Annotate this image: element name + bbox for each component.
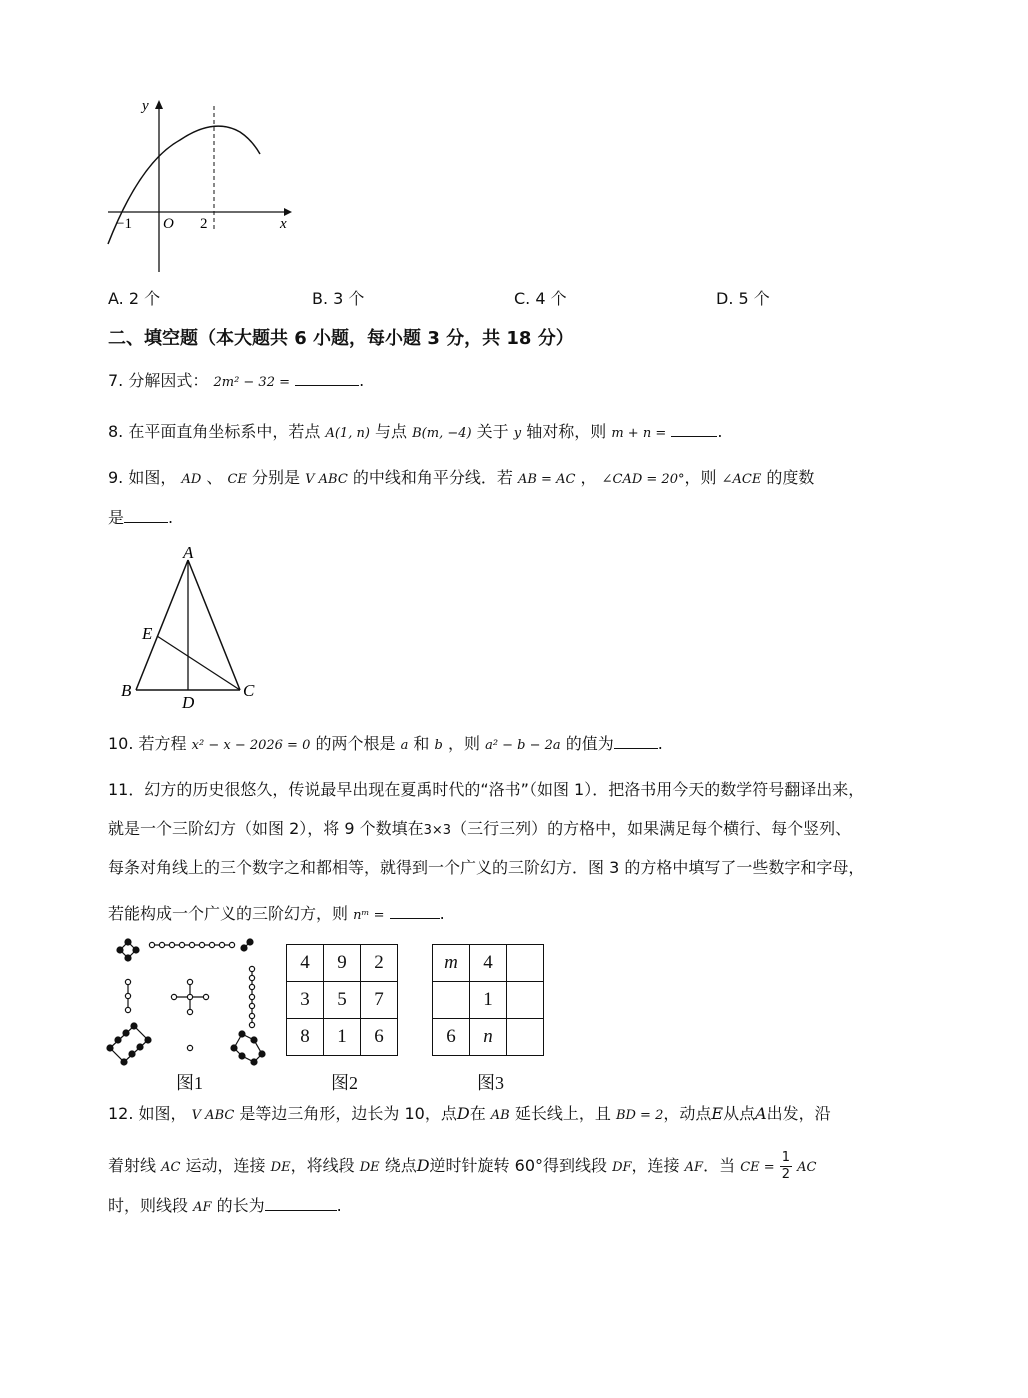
q9-ce: CE xyxy=(227,472,247,487)
origin-label: O xyxy=(163,216,174,232)
q12-l2-text-1: 着射线 xyxy=(108,1156,157,1175)
q10-number: 10. xyxy=(108,734,134,753)
fig2-cell: 8 xyxy=(287,1019,324,1056)
fig2-cell: 4 xyxy=(287,945,324,982)
q9-text-2: 分别是 xyxy=(252,468,301,487)
q12-af: AF xyxy=(684,1160,704,1175)
q7-end: . xyxy=(359,371,365,390)
q9-text-4: ，则 xyxy=(684,468,717,487)
q11-line4 xyxy=(108,904,445,926)
caption-fig3: 图3 xyxy=(477,1073,504,1093)
q7-expr: 2m² − 32 = xyxy=(213,375,291,390)
y-axis-arrow xyxy=(155,100,163,109)
q9-line2-text: 是 xyxy=(108,508,125,527)
q9-angle-ace: ∠ACE xyxy=(721,472,762,487)
q9-sep: 、 xyxy=(206,468,223,487)
q11-line2-a: 就是一个三阶幻方（如图 2），将 9 个数填在 xyxy=(108,819,424,838)
q12-text-3: 在 xyxy=(469,1104,486,1123)
q9-text-5: 的度数 xyxy=(766,468,815,487)
vertex-c: C xyxy=(243,681,255,700)
fig2-cell: 2 xyxy=(361,945,398,982)
q11-line2 xyxy=(108,819,851,841)
fig3-cell: n xyxy=(470,1019,507,1056)
q12-text-2: 是等边三角形，边长为 10，点 xyxy=(239,1104,457,1123)
fig2-cell: 3 xyxy=(287,982,324,1019)
fig2-cell: 1 xyxy=(324,1019,361,1056)
q11-line4-a: 若能构成一个广义的三阶幻方，则 xyxy=(108,904,349,923)
point-e: E xyxy=(142,624,153,643)
fig3-cell: 6 xyxy=(433,1019,470,1056)
q12-fraction xyxy=(780,1150,792,1183)
q12-d: D xyxy=(456,1104,470,1123)
q12-l3-text-1: 时，则线段 xyxy=(108,1196,189,1215)
q12-l2-text-6: ，连接 xyxy=(631,1156,680,1175)
q12-text-5: ，动点 xyxy=(663,1104,712,1123)
q12-de: DE xyxy=(270,1160,291,1175)
q12-e: E xyxy=(711,1104,724,1123)
fig2-cell: 6 xyxy=(361,1019,398,1056)
q8-point-b: B(m, −4) xyxy=(412,426,472,441)
q11-end: . xyxy=(439,904,445,923)
q12-text-1: 如图， xyxy=(138,1104,187,1123)
option-d: D. 5 个 xyxy=(716,289,770,308)
q12-l2-text-2: 运动，连接 xyxy=(185,1156,266,1175)
bisector-ce xyxy=(157,636,240,690)
q9-comma: ， xyxy=(580,468,597,487)
option-a: A. 2 个 xyxy=(108,289,161,308)
q7-answer-blank[interactable] xyxy=(295,371,359,386)
fig2-cell: 9 xyxy=(324,945,361,982)
q12-end: . xyxy=(336,1196,342,1215)
vertex-a: A xyxy=(183,543,194,562)
q12-ab: AB xyxy=(490,1108,510,1123)
q10-text-3: 和 xyxy=(413,734,430,753)
q11-line1: 11．幻方的历史很悠久，传说最早出现在夏禹时代的“洛书”（如图 1）．把洛书用今天的数学符号翻译出来， xyxy=(108,780,865,799)
q9-angle: ∠CAD = 20° xyxy=(601,472,685,487)
q9-ad: AD xyxy=(181,472,202,487)
triangle-figure xyxy=(116,540,266,712)
q12-l2-text-4: 绕点 xyxy=(384,1156,417,1175)
parabola-graph xyxy=(100,92,305,282)
q12-ce: CE = xyxy=(740,1160,775,1175)
fraction-numerator: 1 xyxy=(781,1150,791,1165)
q8-answer-blank[interactable] xyxy=(671,422,717,437)
question-8 xyxy=(108,422,722,444)
q12-answer-blank[interactable] xyxy=(265,1196,337,1211)
fig2-cell: 5 xyxy=(324,982,361,1019)
caption-fig1: 图1 xyxy=(176,1073,203,1093)
q9-equation: AB = AC xyxy=(517,472,576,487)
question-9 xyxy=(108,468,814,490)
magic-square-fig3 xyxy=(432,944,544,1056)
q8-end: . xyxy=(717,422,723,441)
q9-end: . xyxy=(168,508,174,527)
q12-bd: BD = 2 xyxy=(615,1108,664,1123)
fraction-denominator: 2 xyxy=(781,1167,791,1182)
q8-text-2: 与点 xyxy=(375,422,408,441)
q12-de-2: DE xyxy=(359,1160,380,1175)
caption-fig2: 图2 xyxy=(331,1073,358,1093)
luoshu-figure xyxy=(104,936,266,1066)
q10-answer-blank[interactable] xyxy=(614,734,658,749)
q12-line2 xyxy=(108,1150,817,1182)
option-c: C. 4 个 xyxy=(514,289,567,308)
q9-number: 9. xyxy=(108,468,124,487)
fig3-cell: 4 xyxy=(470,945,507,982)
q12-l2-text-3: ，将线段 xyxy=(290,1156,355,1175)
q8-text-1: 在平面直角坐标系中，若点 xyxy=(128,422,321,441)
side-ac xyxy=(188,560,240,690)
q12-text-4: 延长线上，且 xyxy=(514,1104,611,1123)
x-axis-arrow xyxy=(284,208,292,216)
q11-line3: 每条对角线上的三个数字之和都相等，就得到一个广义的三阶幻方．图 3 的方格中填写了一些数字和字母， xyxy=(108,858,865,877)
fig3-cell xyxy=(507,945,544,982)
tick-2: 2 xyxy=(200,216,208,232)
q11-line2-b: （三行三列）的方格中，如果满足每个横行、每个竖列、 xyxy=(451,819,852,838)
q12-l2-text-5: 逆时针旋转 60°得到线段 xyxy=(429,1156,607,1175)
q9-answer-blank[interactable] xyxy=(124,508,168,523)
q7-text: 分解因式： xyxy=(128,371,209,390)
question-7 xyxy=(108,371,364,393)
q12-number: 12. xyxy=(108,1104,134,1123)
q8-text-3: 关于 xyxy=(476,422,509,441)
q12-text-6: 从点 xyxy=(723,1104,756,1123)
fig3-cell: 1 xyxy=(470,982,507,1019)
q9-triangle: V ABC xyxy=(305,472,348,487)
point-d: D xyxy=(182,693,195,712)
q8-expr: m + n = xyxy=(611,426,667,441)
q10-expr: a² − b − 2a xyxy=(485,738,561,753)
q12-d-2: D xyxy=(416,1156,430,1175)
q12-df: DF xyxy=(612,1160,632,1175)
q12-triangle: V ABC xyxy=(191,1108,235,1123)
q11-size: 3×3 xyxy=(423,823,452,838)
q12-af-2: AF xyxy=(193,1200,212,1215)
question-10 xyxy=(108,734,663,756)
q7-number: 7. xyxy=(108,371,124,390)
q10-text-2: 的两个根是 xyxy=(315,734,396,753)
fig3-cell xyxy=(507,982,544,1019)
y-label: y xyxy=(142,98,149,114)
tick-neg1: −1 xyxy=(116,216,132,232)
fig2-cell: 7 xyxy=(361,982,398,1019)
q10-text-1: 若方程 xyxy=(138,734,187,753)
q11-expr: nᵐ = xyxy=(353,908,385,923)
q10-b: b xyxy=(434,738,443,753)
q9-text-1: 如图， xyxy=(128,468,177,487)
q12-line3 xyxy=(108,1196,342,1218)
q12-text-7: 出发，沿 xyxy=(766,1104,831,1123)
q10-a: a xyxy=(400,738,409,753)
question-9-line2 xyxy=(108,508,173,528)
option-b: B. 3 个 xyxy=(312,289,365,308)
q10-text-4: ，则 xyxy=(447,734,480,753)
q10-end: . xyxy=(657,734,663,753)
q12-line1 xyxy=(108,1104,831,1126)
fig3-cell: m xyxy=(433,945,470,982)
q8-text-4: 轴对称，则 xyxy=(526,422,607,441)
q12-l2-text-7: ．当 xyxy=(703,1156,736,1175)
q10-equation: x² − x − 2026 = 0 xyxy=(191,738,311,753)
q12-ac-2: AC xyxy=(797,1160,817,1175)
magic-square-fig2 xyxy=(286,944,398,1056)
x-label: x xyxy=(280,216,287,232)
q9-text-3: 的中线和角平分线．若 xyxy=(352,468,513,487)
q12-a: A xyxy=(755,1104,767,1123)
q8-y-axis: y xyxy=(513,426,522,441)
q12-l3-text-2: 的长为 xyxy=(216,1196,265,1215)
fig3-cell xyxy=(433,982,470,1019)
q11-answer-blank[interactable] xyxy=(390,904,440,919)
q8-point-a: A(1, n) xyxy=(325,426,370,441)
q10-text-5: 的值为 xyxy=(565,734,614,753)
vertex-b: B xyxy=(121,681,132,700)
q8-number: 8. xyxy=(108,422,124,441)
fig3-cell xyxy=(507,1019,544,1056)
q12-ac: AC xyxy=(161,1160,181,1175)
section-heading: 二、填空题（本大题共 6 小题，每小题 3 分，共 18 分） xyxy=(108,328,574,349)
